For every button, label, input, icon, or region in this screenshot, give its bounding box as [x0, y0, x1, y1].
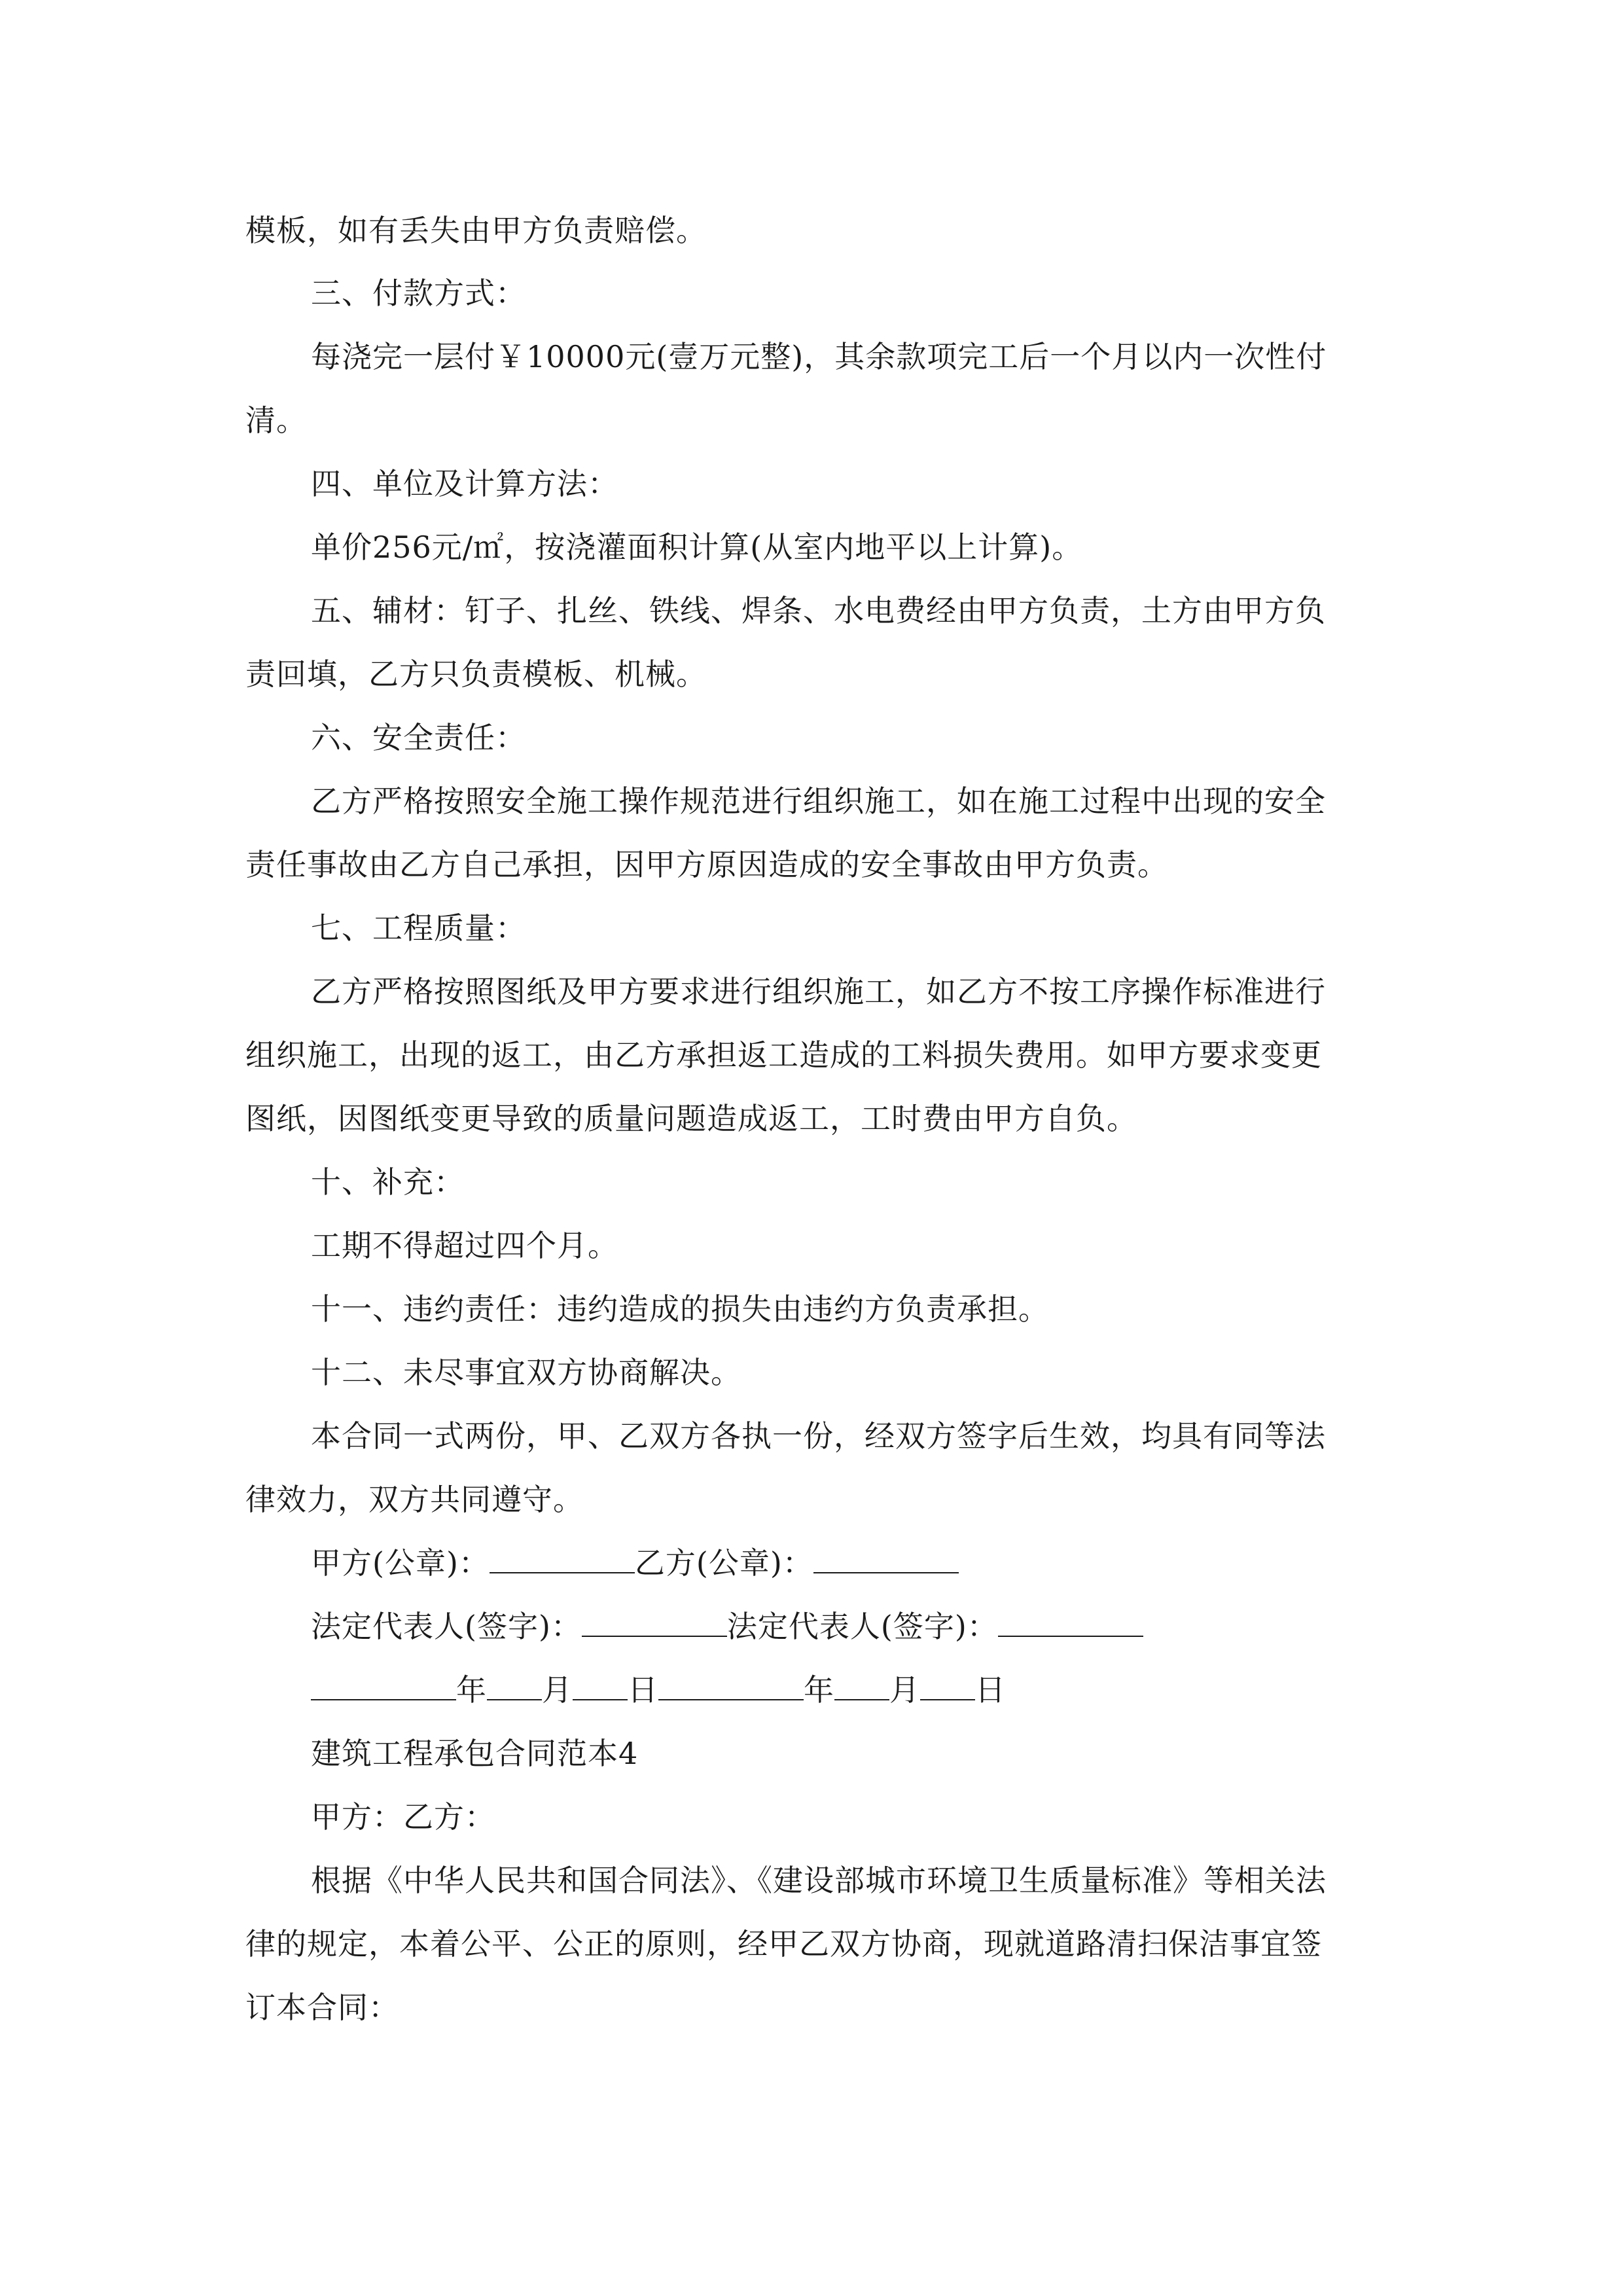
- day-label-a: 日: [628, 1672, 658, 1708]
- party-b-seal-blank: [813, 1543, 959, 1573]
- text-line: 清。: [245, 403, 307, 438]
- month-label-b: 月: [889, 1672, 920, 1708]
- text-line: 每浇完一层付￥10000元(壹万元整)，其余款项完工后一个月以内一次性付: [311, 339, 1327, 374]
- section-heading-supplement: 十、补充：: [311, 1164, 465, 1200]
- section-heading-payment: 三、付款方式：: [311, 276, 526, 311]
- party-a-rep-blank: [582, 1607, 727, 1637]
- party-b-seal-label: 乙方(公章)：: [634, 1545, 813, 1581]
- month-label-a: 月: [542, 1672, 573, 1708]
- date-line: [311, 1670, 1006, 1710]
- day-blank-a: [573, 1670, 628, 1700]
- day-blank-b: [920, 1670, 975, 1700]
- text-line: 律的规定，本着公平、公正的原则，经甲乙双方协商，现就道路清扫保洁事宜签: [245, 1926, 1322, 1962]
- text-line: 律效力，双方共同遵守。: [245, 1482, 584, 1517]
- section-heading-safety: 六、安全责任：: [311, 720, 526, 755]
- text-line: 五、辅材：钉子、扎丝、铁线、焊条、水电费经由甲方负责，土方由甲方负: [311, 593, 1326, 628]
- text-line: 责任事故由乙方自己承担，因甲方原因造成的安全事故由甲方负责。: [245, 847, 1168, 882]
- text-line: 工期不得超过四个月。: [311, 1228, 618, 1263]
- text-line: 乙方严格按照安全施工操作规范进行组织施工，如在施工过程中出现的安全: [311, 783, 1326, 819]
- month-blank-a: [487, 1670, 542, 1700]
- year-blank-a: [311, 1670, 456, 1700]
- party-b-rep-blank: [998, 1607, 1143, 1637]
- year-blank-b: [658, 1670, 804, 1700]
- text-line: 十二、未尽事宜双方协商解决。: [311, 1355, 741, 1390]
- year-label-b: 年: [804, 1672, 834, 1708]
- text-line: 乙方严格按照图纸及甲方要求进行组织施工，如乙方不按工序操作标准进行: [311, 974, 1326, 1009]
- month-blank-b: [834, 1670, 889, 1700]
- signature-line-representative: [311, 1607, 1143, 1646]
- contract-title: 建筑工程承包合同范本4: [311, 1736, 639, 1771]
- party-a-rep-label: 法定代表人(签字)：: [311, 1609, 582, 1644]
- text-line: 单价256元/㎡，按浇灌面积计算(从室内地平以上计算)。: [311, 529, 1083, 565]
- signature-line-seal: [311, 1543, 959, 1583]
- text-line: 图纸，因图纸变更导致的质量问题造成返工，工时费由甲方自负。: [245, 1101, 1137, 1136]
- text-line: 责回填，乙方只负责模板、机械。: [245, 656, 707, 692]
- party-b-rep-label: 法定代表人(签字)：: [726, 1609, 998, 1644]
- year-label-a: 年: [456, 1672, 487, 1708]
- section-heading-unit: 四、单位及计算方法：: [311, 466, 618, 501]
- text-line: 模板，如有丢失由甲方负责赔偿。: [245, 213, 707, 248]
- day-label-b: 日: [975, 1672, 1006, 1708]
- section-heading-quality: 七、工程质量：: [311, 910, 526, 946]
- party-a-seal-blank: [490, 1543, 635, 1573]
- parties-line: 甲方：乙方：: [311, 1799, 495, 1835]
- party-a-seal-label: 甲方(公章)：: [311, 1545, 490, 1581]
- text-line: 十一、违约责任：违约造成的损失由违约方负责承担。: [311, 1291, 1049, 1327]
- text-line: 组织施工，出现的返工，由乙方承担返工造成的工料损失费用。如甲方要求变更: [245, 1037, 1322, 1073]
- text-line: 订本合同：: [245, 1990, 399, 2025]
- text-line: 本合同一式两份，甲、乙双方各执一份，经双方签字后生效，均具有同等法: [311, 1418, 1326, 1454]
- text-line: 根据《中华人民共和国合同法》、《建设部城市环境卫生质量标准》等相关法: [311, 1863, 1327, 1898]
